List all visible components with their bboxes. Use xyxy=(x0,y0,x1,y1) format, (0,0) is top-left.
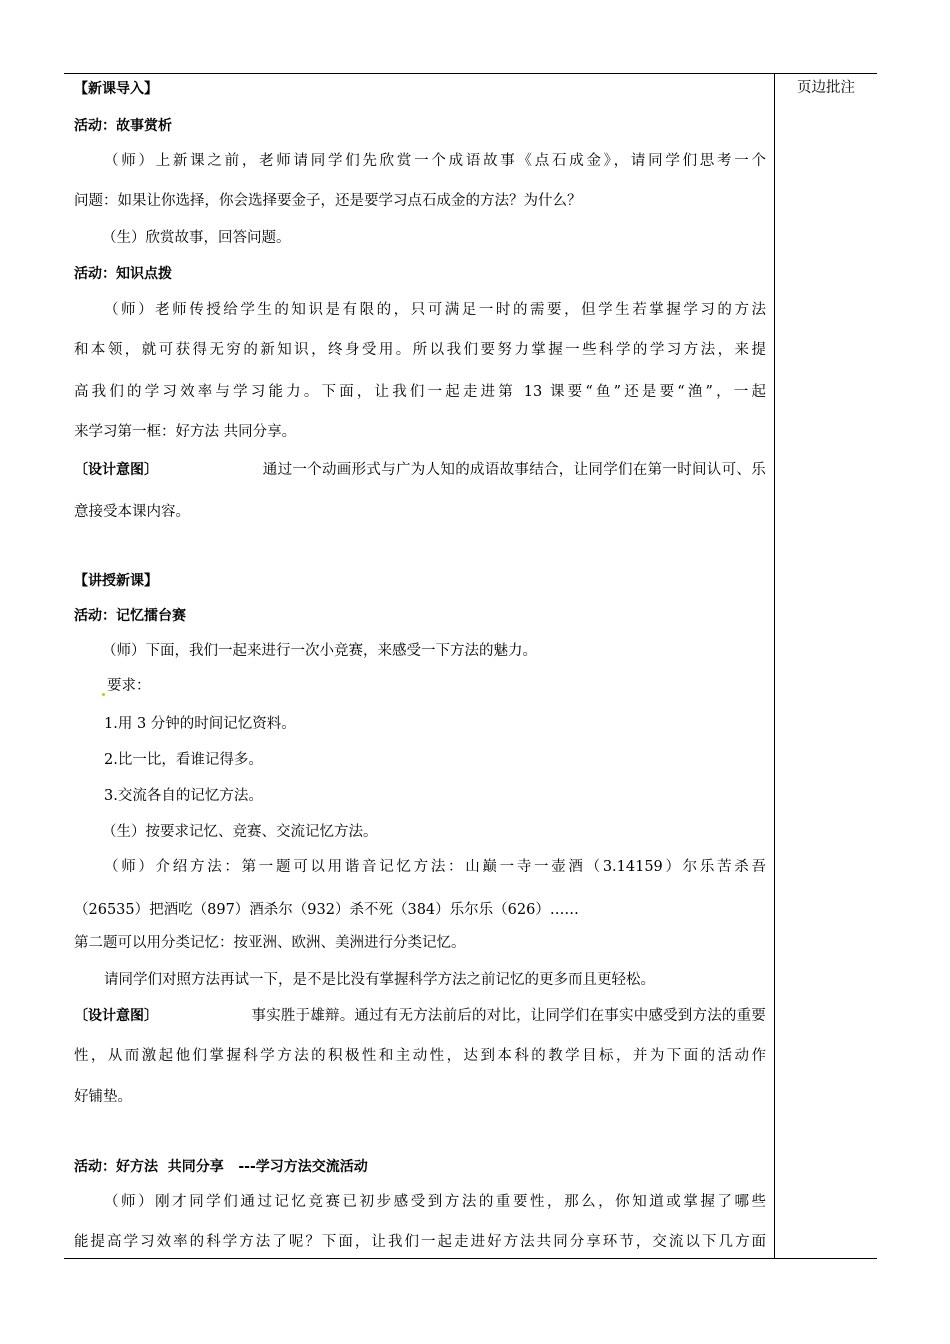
activity-heading-sharing: 活动：好方法 共同分享 ---学习方法交流活动 xyxy=(74,1159,368,1175)
list-item: 3.交流各自的记忆方法。 xyxy=(104,788,263,804)
paragraph-line: （生）欣赏故事，回答问题。 xyxy=(102,230,291,246)
paragraph-line: 性，从而激起他们掌握科学方法的积极性和主动性，达到本科的教学目标，并为下面的活动作 xyxy=(74,1048,766,1064)
design-intent-label: 〔设计意图〕 xyxy=(74,1008,158,1024)
paragraph-line: 来学习第一框：好方法 共同分享。 xyxy=(74,424,297,440)
requirements-text: 要求： xyxy=(107,678,151,694)
paragraph-line: 请同学们对照方法再试一下，是不是比没有掌握科学方法之前记忆的更多而且更轻松。 xyxy=(104,972,655,988)
list-item: 1.用 3 分钟的时间记忆资料。 xyxy=(104,716,296,732)
design-intent-text: 通过一个动画形式与广为人知的成语故事结合，让同学们在第一时间认可、乐 xyxy=(262,462,766,478)
paragraph-line: （师）老师传授给学生的知识是有限的，只可满足一时的需要，但学生若掌握学习的方法 xyxy=(104,302,766,318)
paragraph-line: （26535）把酒吃（897）酒杀尔（932）杀不死（384）乐尔乐（626）…… xyxy=(74,902,579,918)
paragraph-line: 高我们的学习效率与学习能力。下面，让我们一起走进第 13 课要“鱼”还是要“渔”，一起 xyxy=(74,384,766,400)
column-divider xyxy=(774,74,775,1258)
list-item: 2.比一比，看谁记得多。 xyxy=(104,752,263,768)
paragraph-line: 能提高学习效率的科学方法了呢？下面，让我们一起走进好方法共同分享环节，交流以下几方面 xyxy=(74,1234,766,1250)
paragraph-line: （师）介绍方法：第一题可以用谐音记忆方法：山巅一寺一壶酒（3.14159）尔乐苦杀吾 xyxy=(104,859,766,875)
activity-heading-memory: 活动：记忆擂台赛 xyxy=(74,608,186,624)
design-intent-line xyxy=(74,1006,766,1026)
paragraph-line: 第二题可以用分类记忆：按亚洲、欧洲、美洲进行分类记忆。 xyxy=(74,935,466,951)
paragraph-line: 问题：如果让你选择，你会选择要金子，还是要学习点石成金的方法？为什么？ xyxy=(74,193,582,209)
activity-heading-story: 活动：故事赏析 xyxy=(74,118,172,134)
paragraph-line: 好铺垫。 xyxy=(74,1089,132,1105)
paragraph-line: 和本领，就可获得无穷的新知识，终身受用。所以我们要努力掌握一些科学的学习方法，来提 xyxy=(74,342,766,358)
paragraph-line: （师）刚才同学们通过记忆竞赛已初步感受到方法的重要性，那么，你知道或掌握了哪些 xyxy=(104,1194,766,1210)
mark-dot xyxy=(102,693,105,696)
lesson-plan-table xyxy=(64,73,877,1259)
paragraph-line: （师）下面，我们一起来进行一次小竞赛，来感受一下方法的魅力。 xyxy=(102,643,537,659)
activity-heading-knowledge xyxy=(74,264,172,284)
design-intent-label: 〔设计意图〕 xyxy=(74,462,158,478)
margin-notes-header: 页边批注 xyxy=(797,80,855,96)
paragraph-line: 意接受本课内容。 xyxy=(74,504,190,520)
margin-notes-column xyxy=(775,74,877,102)
section-heading-intro: 【新课导入】 xyxy=(74,81,158,97)
paragraph-line: （生）按要求记忆、竞赛、交流记忆方法。 xyxy=(102,824,378,840)
design-intent-line xyxy=(74,460,766,480)
activity-label: 活动：知识点拨 xyxy=(74,266,172,282)
section-heading-teaching: 【讲授新课】 xyxy=(74,573,158,589)
requirements-label xyxy=(102,676,151,696)
design-intent-text: 事实胜于雄辩。通过有无方法前后的对比，让同学们在事实中感受到方法的重要 xyxy=(251,1008,766,1024)
paragraph-line: （师）上新课之前，老师请同学们先欣赏一个成语故事《点石成金》，请同学们思考一个 xyxy=(104,153,766,169)
